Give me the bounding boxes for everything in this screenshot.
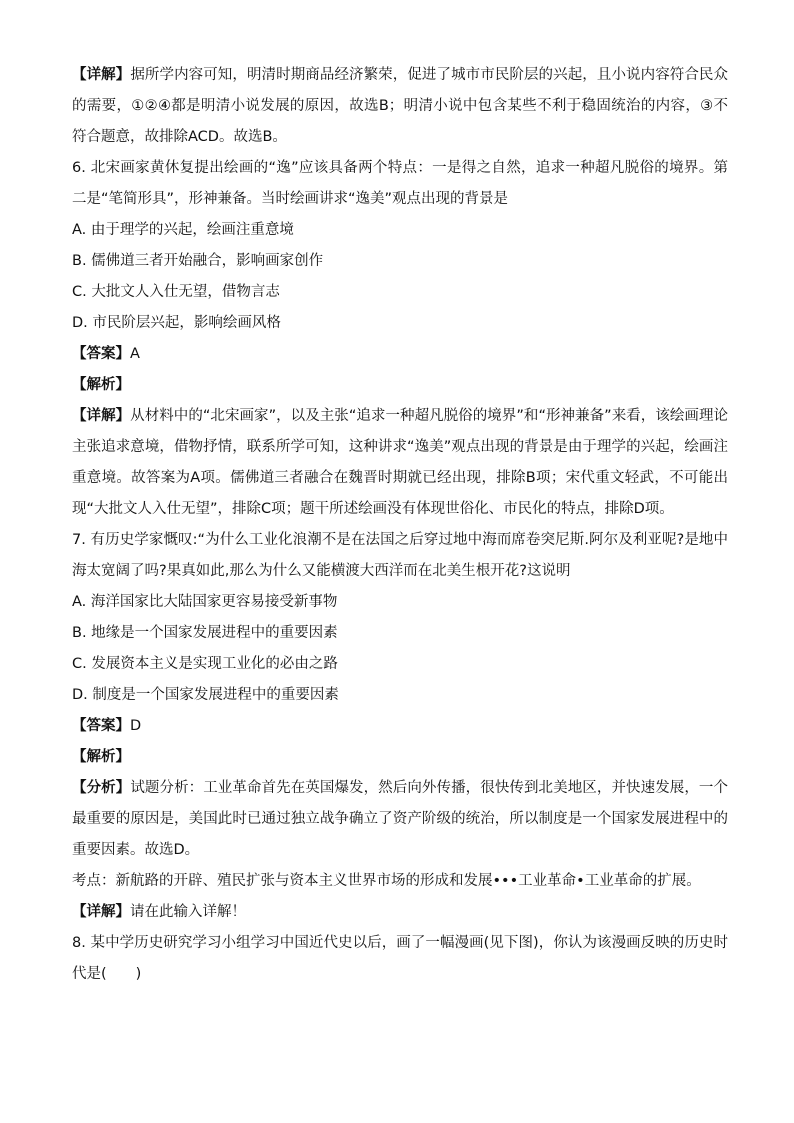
answer-tag: 【答案】 xyxy=(72,346,130,362)
q6-stem: 6. 北宋画家黄休复提出绘画的“逸”应该具备两个特点：一是得之自然，追求一种超凡脱俗的境界。第二是“笔简形具”，形神兼备。当时绘画讲求“逸美”观点出现的背景是 xyxy=(72,160,728,207)
q7-option-d: D. 制度是一个国家发展进程中的重要因素 xyxy=(72,687,339,703)
q6-option-a: A. 由于理学的兴起，绘画注重意境 xyxy=(72,222,294,238)
detail-tag: 【详解】 xyxy=(72,67,131,83)
q7-stem: 7. 有历史学家慨叹:“为什么工业化浪潮不是在法国之后穿过地中海而席卷突尼斯.阿尔及利亚呢?是地中海太宽阔了吗?果真如此,那么为什么又能横渡大西洋而在北美生根开花?这说明 xyxy=(72,532,728,579)
detail-text: 从材料中的“北宋画家”，以及主张“追求一种超凡脱俗的境界”和“形神兼备”来看，该绘画理论主张追求意境，借物抒情，联系所学可知，这种讲求“逸美”观点出现的背景是由于理学的兴起，绘画注重意境。故答案为A项。儒佛道三者融合在魏晋时期就已经出现，排除B项；宋代重文轻武，不可能出现“大批文人入仕无望”，排除C项；题干所述绘画没有体现世俗化、市民化的特点，排除D项。 xyxy=(72,408,728,517)
detail-tag: 【详解】 xyxy=(72,408,131,424)
q7-fenxi-paragraph xyxy=(72,773,728,866)
q5-detail-paragraph xyxy=(72,60,728,153)
detail-tag: 【详解】 xyxy=(72,904,130,920)
detail-text: 据所学内容可知，明清时期商品经济繁荣，促进了城市市民阶层的兴起，且小说内容符合民众的需要，①②④都是明清小说发展的原因，故选B；明清小说中包含某些不利于稳固统治的内容，③不符合题意，故排除ACD。故选B。 xyxy=(72,67,729,145)
document-page xyxy=(72,60,728,990)
q7-answer xyxy=(72,711,728,742)
q7-detail-paragraph xyxy=(72,897,728,928)
answer-tag: 【答案】 xyxy=(72,718,130,734)
answer-value: A xyxy=(130,346,140,362)
q8-stem: 8. 某中学历史研究学习小组学习中国近代史以后，画了一幅漫画(见下图)，你认为该漫画反映的历史时代是( ) xyxy=(72,935,728,982)
q7-option-c: C. 发展资本主义是实现工业化的必由之路 xyxy=(72,656,338,672)
detail-text: 请在此输入详解！ xyxy=(130,904,246,920)
q7-option-a: A. 海洋国家比大陆国家更容易接受新事物 xyxy=(72,594,338,610)
q7-kaodian: 考点：新航路的开辟、殖民扩张与资本主义世界市场的形成和发展•••工业革命•工业革命的扩展。 xyxy=(72,873,701,889)
q7-analysis-tag: 【解析】 xyxy=(72,749,130,765)
q6-analysis-tag: 【解析】 xyxy=(72,377,130,393)
fenxi-tag: 【分析】 xyxy=(72,780,131,796)
q6-answer xyxy=(72,339,728,370)
q7-option-b: B. 地缘是一个国家发展进程中的重要因素 xyxy=(72,625,338,641)
answer-value: D xyxy=(130,718,142,734)
fenxi-text: 试题分析：工业革命首先在英国爆发，然后向外传播，很快传到北美地区，并快速发展，一个最重要的原因是，美国此时已通过独立战争确立了资产阶级的统治，所以制度是一个国家发展进程中的重要因素。故选D。 xyxy=(72,780,729,858)
q6-option-d: D. 市民阶层兴起，影响绘画风格 xyxy=(72,315,281,331)
q6-option-b: B. 儒佛道三者开始融合，影响画家创作 xyxy=(72,253,324,269)
q6-option-c: C. 大批文人入仕无望，借物言志 xyxy=(72,284,280,300)
q6-detail-paragraph xyxy=(72,401,728,525)
